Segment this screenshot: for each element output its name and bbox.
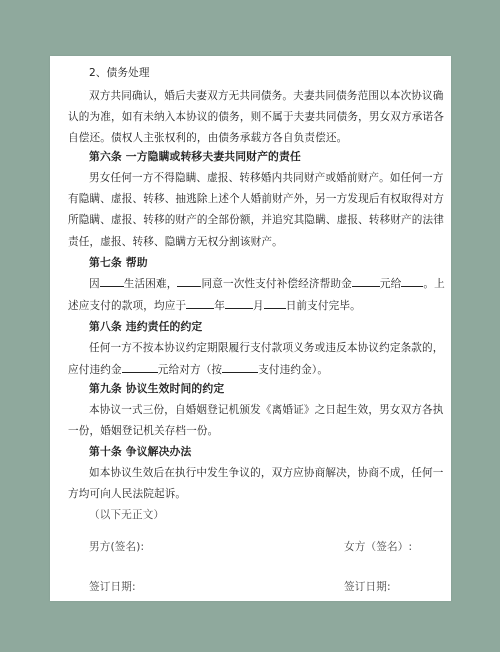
article-9-heading: 第九条 协议生效时间的约定 bbox=[89, 382, 225, 395]
debt-paragraph-line-2: 认的为准，如有未纳入本协议的债务，则不属于夫妻共同债务，男女双方承诺各 bbox=[68, 111, 445, 123]
agreement-page bbox=[50, 56, 451, 601]
end-of-text-note: （以下无正文） bbox=[89, 509, 165, 521]
section-debt-title: 2、债务处理 bbox=[89, 67, 150, 79]
sign-date-left: 签订日期: bbox=[89, 581, 136, 593]
blank-penalty-amount bbox=[122, 362, 158, 373]
blank-party bbox=[100, 276, 124, 287]
male-signature-label: 男方(签名): bbox=[89, 541, 145, 553]
article-10-heading: 第十条 争议解决办法 bbox=[89, 445, 192, 458]
article-6-line-3: 所隐瞒、虚报、转移的财产的全部份额，并追究其隐瞒、虚报、转移财产的法律 bbox=[68, 214, 445, 226]
article-6-heading: 第六条 一方隐瞒或转移夫妻共同财产的责任 bbox=[89, 150, 301, 163]
article-6-line-4: 责任，虚报、转移、隐瞒方无权分割该财产。 bbox=[68, 236, 283, 248]
article-10-line-2: 方均可向人民法院起诉。 bbox=[68, 488, 187, 500]
blank-party bbox=[401, 276, 423, 287]
blank-party bbox=[177, 276, 201, 287]
article-8-line-1: 任何一方不按本协议约定期限履行支付款项义务或违反本协议约定条款的， bbox=[89, 342, 444, 354]
article-7-line-2: 述应支付的款项，均应于 年 月 日前支付完毕。 bbox=[68, 300, 361, 312]
article-6-line-1: 男女任何一方不得隐瞒、虚报、转移婚内共同财产或婚前财产。如任何一方 bbox=[89, 172, 444, 184]
article-7-heading: 第七条 帮助 bbox=[89, 256, 148, 269]
debt-paragraph-line-1: 双方共同确认，婚后夫妻双方无共同债务。夫妻共同债务范围以本次协议确 bbox=[89, 90, 444, 102]
article-9-line-1: 本协议一式三份，自婚姻登记机颁发《离婚证》之日起生效，男女双方各执 bbox=[89, 404, 444, 416]
article-7-line-1: 因 生活困难， 同意一次性支付补偿经济帮助金 元给 。上 bbox=[89, 278, 445, 290]
article-6-line-2: 有隐瞒、虚报、转移、抽逃除上述个人婚前财产外，另一方发现后有权取得对方 bbox=[68, 193, 445, 205]
article-8-heading: 第八条 违约责任的约定 bbox=[89, 320, 203, 333]
debt-paragraph-line-3: 自偿还。债权人主张权利的，由债务承载方各自负责偿还。 bbox=[68, 132, 348, 144]
blank-day bbox=[264, 298, 286, 309]
blank-year bbox=[186, 298, 214, 309]
article-9-line-2: 一份，婚姻登记机关存档一份。 bbox=[68, 425, 219, 437]
sign-date-right: 签订日期: bbox=[344, 581, 391, 593]
article-8-line-2: 应付违约金 元给对方（按 支付违约金）。 bbox=[68, 364, 329, 376]
article-10-line-1: 如本协议生效后在执行中发生争议的，双方应协商解决，协商不成，任何一 bbox=[89, 467, 444, 479]
blank-month bbox=[225, 298, 253, 309]
blank-amount bbox=[352, 276, 380, 287]
female-signature-label: 女方（签名）: bbox=[344, 541, 413, 553]
blank-penalty-basis bbox=[222, 362, 258, 373]
